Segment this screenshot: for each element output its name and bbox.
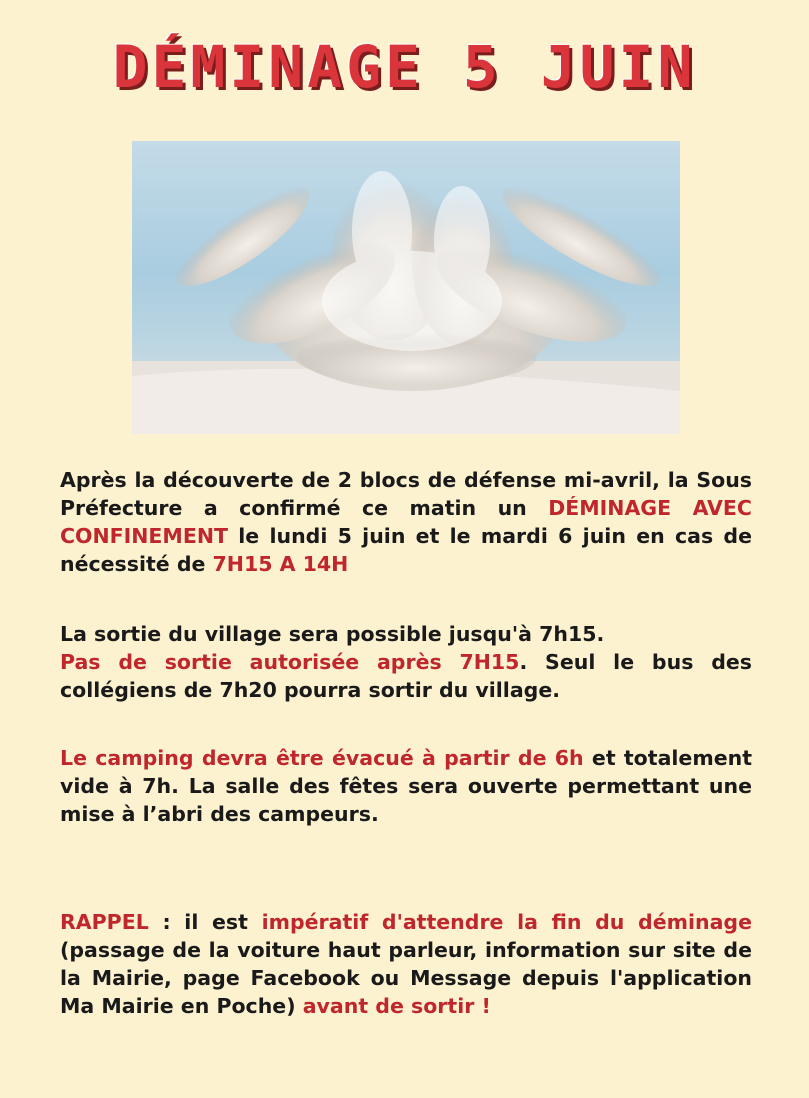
highlight-camping: Le camping devra être évacué à partir de 6h (60, 746, 584, 770)
paragraph-discovery (60, 466, 752, 578)
paragraph-reminder (60, 908, 752, 1020)
highlight-hours: 7H15 A 14H (212, 552, 349, 576)
highlight-rappel: RAPPEL (60, 910, 149, 934)
page-title: DÉMINAGE 5 JUIN (112, 33, 697, 101)
paragraph-text: Après la découverte de 2 blocs de défense mi-avril, la Sous Préfecture a confirmé ce matin un (60, 468, 752, 520)
paragraph-camping (60, 744, 752, 828)
paragraph-text: et totalement vide à 7h. La salle des fêtes sera ouverte permettant une mise à l’abri des campeurs. (60, 746, 752, 826)
underwater-explosion-photo-icon (132, 141, 680, 434)
highlight-imperative: impératif d'attendre la fin du déminage (261, 910, 752, 934)
paragraph-text: : il est (148, 910, 262, 934)
explosion-photo (132, 141, 680, 434)
highlight-demining: DÉMINAGE AVEC CONFINEMENT (60, 496, 752, 548)
highlight-no-exit: Pas de sortie autorisée après 7H15 (60, 650, 520, 674)
paragraph-text: (passage de la voiture haut parleur, information sur site de la Mairie, page Facebook ou Message depuis l'application Ma Mairie en Poche) (60, 938, 752, 1018)
paragraph-exit (60, 620, 752, 704)
highlight-before-exit: avant de sortir ! (302, 994, 491, 1018)
paragraph-text: . Seul le bus des collégiens de 7h20 pourra sortir du village. (60, 650, 752, 702)
paragraph-text: le lundi 5 juin et le mardi 6 juin en cas de nécessité de (60, 524, 752, 576)
paragraph-text: La sortie du village sera possible jusqu'à 7h15. (60, 622, 605, 646)
